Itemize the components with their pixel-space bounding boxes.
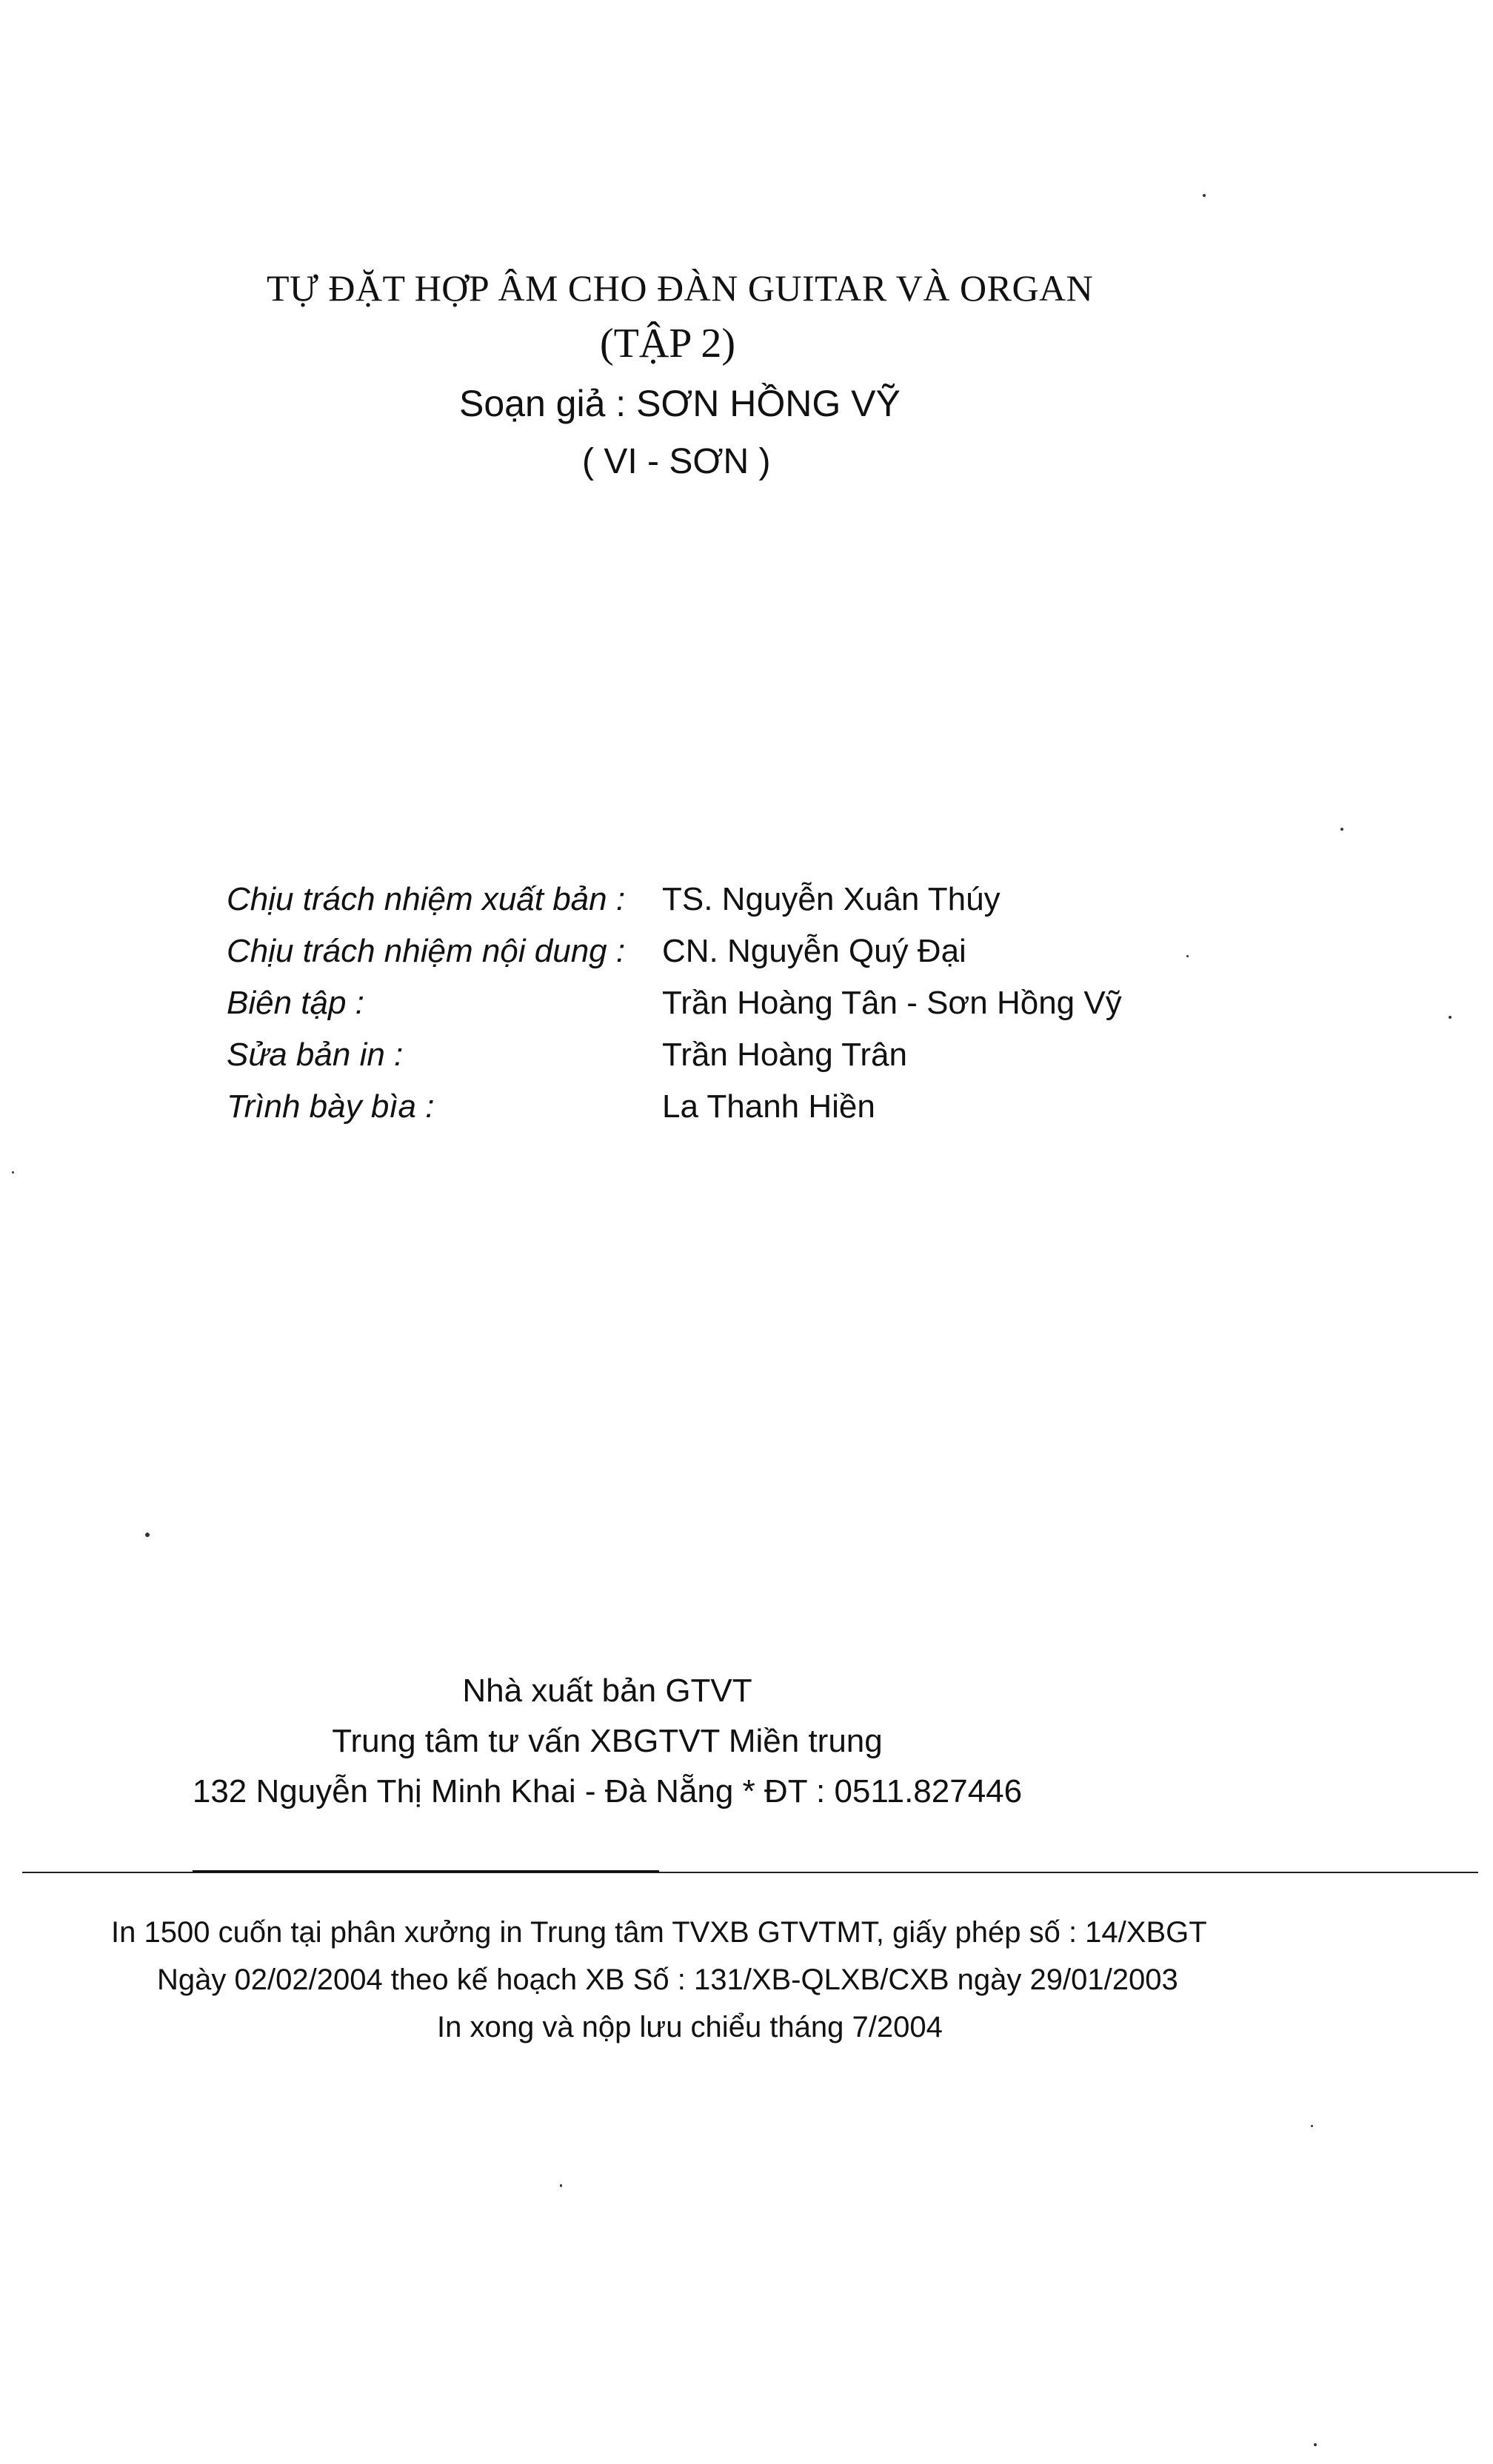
credit-row <box>227 933 1263 985</box>
scan-speck <box>1203 194 1206 197</box>
printing-line-2: Ngày 02/02/2004 theo kế hoạch XB Số : 131/XB-QLXB/CXB ngày 29/01/2003 <box>157 1964 1178 1996</box>
scan-speck <box>1449 1016 1452 1019</box>
credit-row <box>227 1088 1263 1140</box>
credit-role: Chịu trách nhiệm xuất bản : <box>227 881 626 917</box>
author-pen-name: ( VI - SƠN ) <box>582 442 771 481</box>
credit-row <box>227 1037 1263 1088</box>
publisher-address: 132 Nguyễn Thị Minh Khai - Đà Nẵng * ĐT : 0511.827446 <box>192 1773 1023 1810</box>
credit-name: Trần Hoàng Trân <box>662 1037 907 1073</box>
credit-name: TS. Nguyễn Xuân Thúy <box>662 881 1001 917</box>
credit-row <box>227 881 1263 933</box>
publisher-name: Nhà xuất bản GTVT <box>462 1673 752 1709</box>
scan-speck <box>560 2184 562 2187</box>
credit-row <box>227 985 1263 1037</box>
scan-speck <box>1314 2443 1317 2446</box>
credit-role: Chịu trách nhiệm nội dung : <box>227 933 626 969</box>
credit-role: Trình bày bìa : <box>227 1088 435 1125</box>
book-title: TỰ ĐẶT HỢP ÂM CHO ĐÀN GUITAR VÀ ORGAN <box>267 267 1094 309</box>
scan-speck <box>1340 828 1343 831</box>
credit-name: Trần Hoàng Tân - Sơn Hồng Vỹ <box>662 985 1122 1021</box>
credit-name: La Thanh Hiền <box>662 1088 875 1125</box>
scan-speck <box>1186 955 1189 957</box>
publisher-block <box>0 1666 1215 1817</box>
credit-role: Sửa bản in : <box>227 1037 404 1073</box>
printing-line-1: In 1500 cuốn tại phân xưởng in Trung tâm TVXB GTVTMT, giấy phép số : 14/XBGT <box>111 1916 1207 1949</box>
printing-line-3: In xong và nộp lưu chiểu tháng 7/2004 <box>437 2011 943 2043</box>
credit-name: CN. Nguyễn Quý Đại <box>662 933 966 969</box>
volume-label: (TẬP 2) <box>600 321 736 366</box>
publisher-center: Trung tâm tư vấn XBGTVT Miền trung <box>332 1723 883 1759</box>
scan-speck <box>12 1171 14 1174</box>
credits-list <box>227 881 1263 1140</box>
scan-speck <box>145 1533 150 1537</box>
credit-role: Biên tập : <box>227 985 364 1021</box>
divider-accent <box>193 1870 659 1872</box>
scan-speck <box>1311 2125 1313 2127</box>
author-line: Soạn giả : SƠN HỒNG VỸ <box>459 383 901 424</box>
